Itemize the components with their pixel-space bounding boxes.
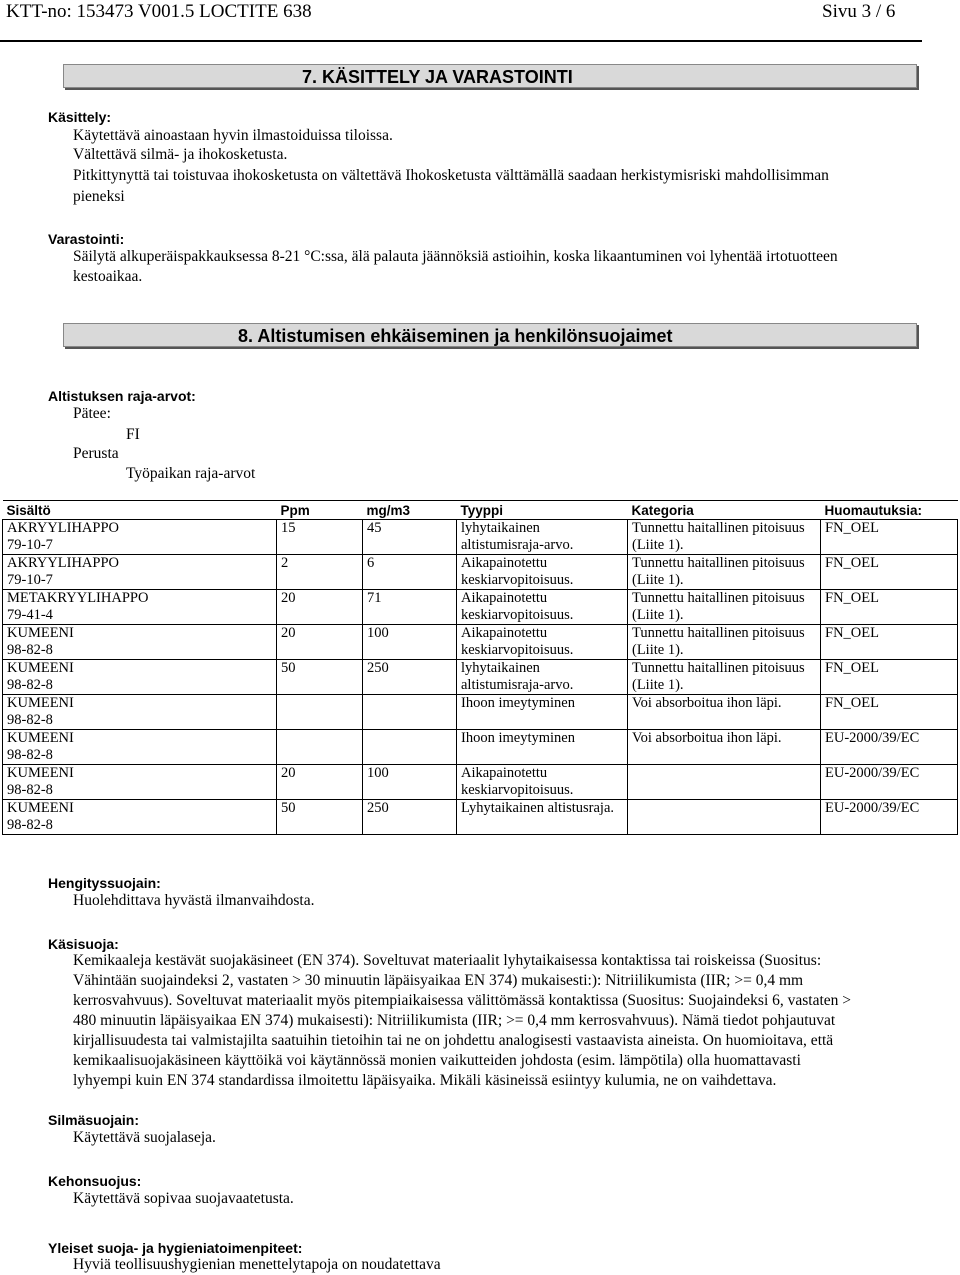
cell-category [628, 625, 821, 660]
hygiene-text: Hyviä teollisuushygienian menettelytapoja on noudatettava [73, 1256, 441, 1273]
cas-number: 79-10-7 [7, 537, 53, 553]
cell-ppm: 50 [277, 800, 363, 835]
cell-remarks: EU-2000/39/EC [821, 765, 958, 800]
type-line: altistumisraja-arvo. [461, 677, 574, 693]
cell-mgm3: 6 [363, 555, 457, 590]
hygiene-label: Yleiset suoja- ja hygieniatoimenpiteet: [48, 1240, 303, 1256]
cas-number: 98-82-8 [7, 747, 53, 763]
category-line: Tunnettu haitallinen pitoisuus [632, 555, 805, 571]
handling-line: Pitkittynyttä tai toistuvaa ihokosketusta on vältettävä Ihokosketusta välttämällä saadaan herkistymisriski mahdollisimman [73, 167, 829, 184]
type-line: keskiarvopitoisuus. [461, 572, 574, 588]
cell-mgm3: 250 [363, 800, 457, 835]
table-row [3, 800, 958, 835]
type-line: lyhytaikainen [461, 660, 540, 676]
type-line: Ihoon imeytyminen [461, 695, 575, 711]
handling-line: pieneksi [73, 188, 125, 205]
applies-label: Pätee: [73, 405, 111, 422]
exposure-limits-table [2, 500, 958, 835]
handling-text [73, 126, 829, 206]
table-row [3, 590, 958, 625]
table-row [3, 765, 958, 800]
storage-line: Säilytä alkuperäispakkauksessa 8-21 °C:ssa, älä palauta jäännöksiä astioihin, koska likaantuminen voi lyhentää irtotuotteen [73, 248, 838, 265]
cell-remarks: FN_OEL [821, 555, 958, 590]
cell-type [457, 555, 628, 590]
cell-remarks: FN_OEL [821, 625, 958, 660]
section-8-heading [63, 323, 917, 347]
handling-line: Vältettävä silmä- ja ihokosketusta. [73, 146, 288, 163]
table-row [3, 660, 958, 695]
cell-type [457, 625, 628, 660]
category-line: Tunnettu haitallinen pitoisuus [632, 590, 805, 606]
cell-remarks: EU-2000/39/EC [821, 800, 958, 835]
cell-ppm: 20 [277, 625, 363, 660]
column-header-category: Kategoria [628, 501, 821, 520]
cell-remarks: EU-2000/39/EC [821, 730, 958, 765]
type-line: Aikapainotettu [461, 625, 548, 641]
respiratory-text: Huolehdittava hyvästä ilmanvaihdosta. [73, 892, 315, 909]
category-line: (Liite 1). [632, 572, 684, 588]
category-line: Tunnettu haitallinen pitoisuus [632, 520, 805, 536]
cas-number: 79-10-7 [7, 572, 53, 588]
cell-type [457, 695, 628, 730]
cell-remarks: FN_OEL [821, 590, 958, 625]
category-line: Tunnettu haitallinen pitoisuus [632, 660, 805, 676]
body-protection-label: Kehonsuojus: [48, 1173, 142, 1189]
cell-substance [3, 800, 277, 835]
substance-name: AKRYYLIHAPPO [7, 520, 119, 536]
cell-substance [3, 555, 277, 590]
hand-protection-label: Käsisuoja: [48, 936, 119, 952]
applies-value: FI [126, 426, 140, 443]
storage-label: Varastointi: [48, 231, 125, 247]
column-header-remarks: Huomautuksia: [821, 501, 958, 520]
category-line: (Liite 1). [632, 677, 684, 693]
table-row [3, 695, 958, 730]
table-row [3, 555, 958, 590]
cell-ppm: 20 [277, 765, 363, 800]
cell-type [457, 590, 628, 625]
table-header-row [3, 501, 958, 520]
substance-name: KUMEENI [7, 800, 74, 816]
cell-type [457, 800, 628, 835]
category-line: (Liite 1). [632, 607, 684, 623]
hand-line: Kemikaaleja kestävät suojakäsineet (EN 374). Soveltuvat materiaalit lyhytaikaisessa kontaktissa tai roiskeissa (Suositus: [73, 952, 822, 969]
basis-label: Perusta [73, 445, 119, 462]
cas-number: 98-82-8 [7, 677, 53, 693]
section-8-title: 8. Altistumisen ehkäiseminen ja henkilönsuojaimet [238, 326, 673, 346]
cell-category [628, 660, 821, 695]
cell-substance [3, 660, 277, 695]
cell-remarks: FN_OEL [821, 660, 958, 695]
cell-category [628, 520, 821, 555]
table-row [3, 625, 958, 660]
handling-label: Käsittely: [48, 109, 112, 125]
cell-type [457, 730, 628, 765]
table-row [3, 520, 958, 555]
exposure-limits-label: Altistuksen raja-arvot: [48, 388, 196, 404]
cell-substance [3, 730, 277, 765]
eye-protection-label: Silmäsuojain: [48, 1112, 140, 1128]
hand-line: 480 minuutin läpäisyaikaa EN 374) mukaisesti): Nitriilikumista (IIR; >= 0,4 mm kerrosvahvuus). Nämä tiedot pohjautuvat [73, 1012, 836, 1029]
type-line: keskiarvopitoisuus. [461, 607, 574, 623]
cell-category [628, 590, 821, 625]
cell-substance [3, 590, 277, 625]
cell-category [628, 695, 821, 730]
cell-ppm: 50 [277, 660, 363, 695]
substance-name: KUMEENI [7, 625, 74, 641]
header-rule [0, 40, 922, 42]
column-header-mgm3: mg/m3 [363, 501, 457, 520]
table-row [3, 730, 958, 765]
substance-name: KUMEENI [7, 660, 74, 676]
column-header-substance: Sisältö [3, 501, 277, 520]
storage-line: kestoaikaa. [73, 268, 143, 285]
cell-substance [3, 695, 277, 730]
category-line: (Liite 1). [632, 642, 684, 658]
substance-name: KUMEENI [7, 695, 74, 711]
cell-type [457, 765, 628, 800]
type-line: keskiarvopitoisuus. [461, 782, 574, 798]
hand-line: Vähintään suojaindeksi 2, vastaten > 30 minuutin läpäisyaikaa EN 374) mukaisesti:): Nitriilikumista (IIR; >= 0,4 mm [73, 972, 804, 989]
hand-protection-text [73, 951, 851, 1091]
hand-line: kemikaalisuojakäsineen käyttöikä voi käytännössä monien vaikutteiden johdosta (esim. lämpötila) olla huomattavasti [73, 1052, 801, 1069]
cas-number: 98-82-8 [7, 817, 53, 833]
cell-mgm3: 100 [363, 765, 457, 800]
cas-number: 98-82-8 [7, 642, 53, 658]
category-line: Voi absorboitua ihon läpi. [632, 695, 782, 711]
cell-remarks: FN_OEL [821, 695, 958, 730]
type-line: altistumisraja-arvo. [461, 537, 574, 553]
document-id: KTT-no: 153473 V001.5 LOCTITE 638 [6, 1, 312, 22]
page-number: Sivu 3 / 6 [822, 1, 896, 22]
cell-mgm3: 71 [363, 590, 457, 625]
respiratory-label: Hengityssuojain: [48, 875, 161, 891]
type-line: lyhytaikainen [461, 520, 540, 536]
cell-ppm [277, 730, 363, 765]
hand-line: kerrosvahvuus). Soveltuvat materiaalit myös pitempiaikaisessa välittömässä kontaktissa (Suositus: Suojaindeksi 6, vastaten > [73, 992, 852, 1009]
cell-ppm: 15 [277, 520, 363, 555]
cell-substance [3, 765, 277, 800]
type-line: Aikapainotettu [461, 765, 548, 781]
type-line: Aikapainotettu [461, 590, 548, 606]
handling-line: Käytettävä ainoastaan hyvin ilmastoiduissa tiloissa. [73, 127, 393, 144]
cell-ppm [277, 695, 363, 730]
cell-category [628, 765, 821, 800]
cell-ppm: 20 [277, 590, 363, 625]
category-line: (Liite 1). [632, 537, 684, 553]
cell-type [457, 520, 628, 555]
cell-mgm3: 45 [363, 520, 457, 555]
eye-protection-text: Käytettävä suojalaseja. [73, 1129, 216, 1146]
substance-name: METAKRYYLIHAPPO [7, 590, 149, 606]
cas-number: 79-41-4 [7, 607, 53, 623]
storage-text [73, 247, 838, 287]
cell-category [628, 555, 821, 590]
cell-mgm3: 250 [363, 660, 457, 695]
type-line: Aikapainotettu [461, 555, 548, 571]
column-header-ppm: Ppm [277, 501, 363, 520]
type-line: Lyhytaikainen altistusraja. [461, 800, 615, 816]
substance-name: AKRYYLIHAPPO [7, 555, 119, 571]
substance-name: KUMEENI [7, 730, 74, 746]
body-protection-text: Käytettävä sopivaa suojavaatetusta. [73, 1190, 294, 1207]
cell-mgm3: 100 [363, 625, 457, 660]
type-line: Ihoon imeytyminen [461, 730, 575, 746]
type-line: keskiarvopitoisuus. [461, 642, 574, 658]
section-7-heading [63, 64, 917, 88]
hand-line: lyhyempi kuin EN 374 standardissa ilmoitettu läpäisyaika. Mikäli käsineissä esiintyy kulumia, ne on vaihdettava. [73, 1072, 777, 1089]
cell-substance [3, 520, 277, 555]
substance-name: KUMEENI [7, 765, 74, 781]
cell-mgm3 [363, 730, 457, 765]
cell-mgm3 [363, 695, 457, 730]
section-7-title: 7. KÄSITTELY JA VARASTOINTI [302, 67, 573, 87]
cell-ppm: 2 [277, 555, 363, 590]
category-line: Tunnettu haitallinen pitoisuus [632, 625, 805, 641]
cas-number: 98-82-8 [7, 782, 53, 798]
cell-category [628, 800, 821, 835]
cell-substance [3, 625, 277, 660]
hand-line: kirjallisuudesta tai valmistajilta saatuihin tietoihin tai ne on johdettu analogisesti vastaavista aineista. On huomioitava, että [73, 1032, 834, 1049]
category-line: Voi absorboitua ihon läpi. [632, 730, 782, 746]
column-header-type: Tyyppi [457, 501, 628, 520]
cell-type [457, 660, 628, 695]
cell-category [628, 730, 821, 765]
cas-number: 98-82-8 [7, 712, 53, 728]
basis-value: Työpaikan raja-arvot [126, 465, 256, 482]
cell-remarks: FN_OEL [821, 520, 958, 555]
